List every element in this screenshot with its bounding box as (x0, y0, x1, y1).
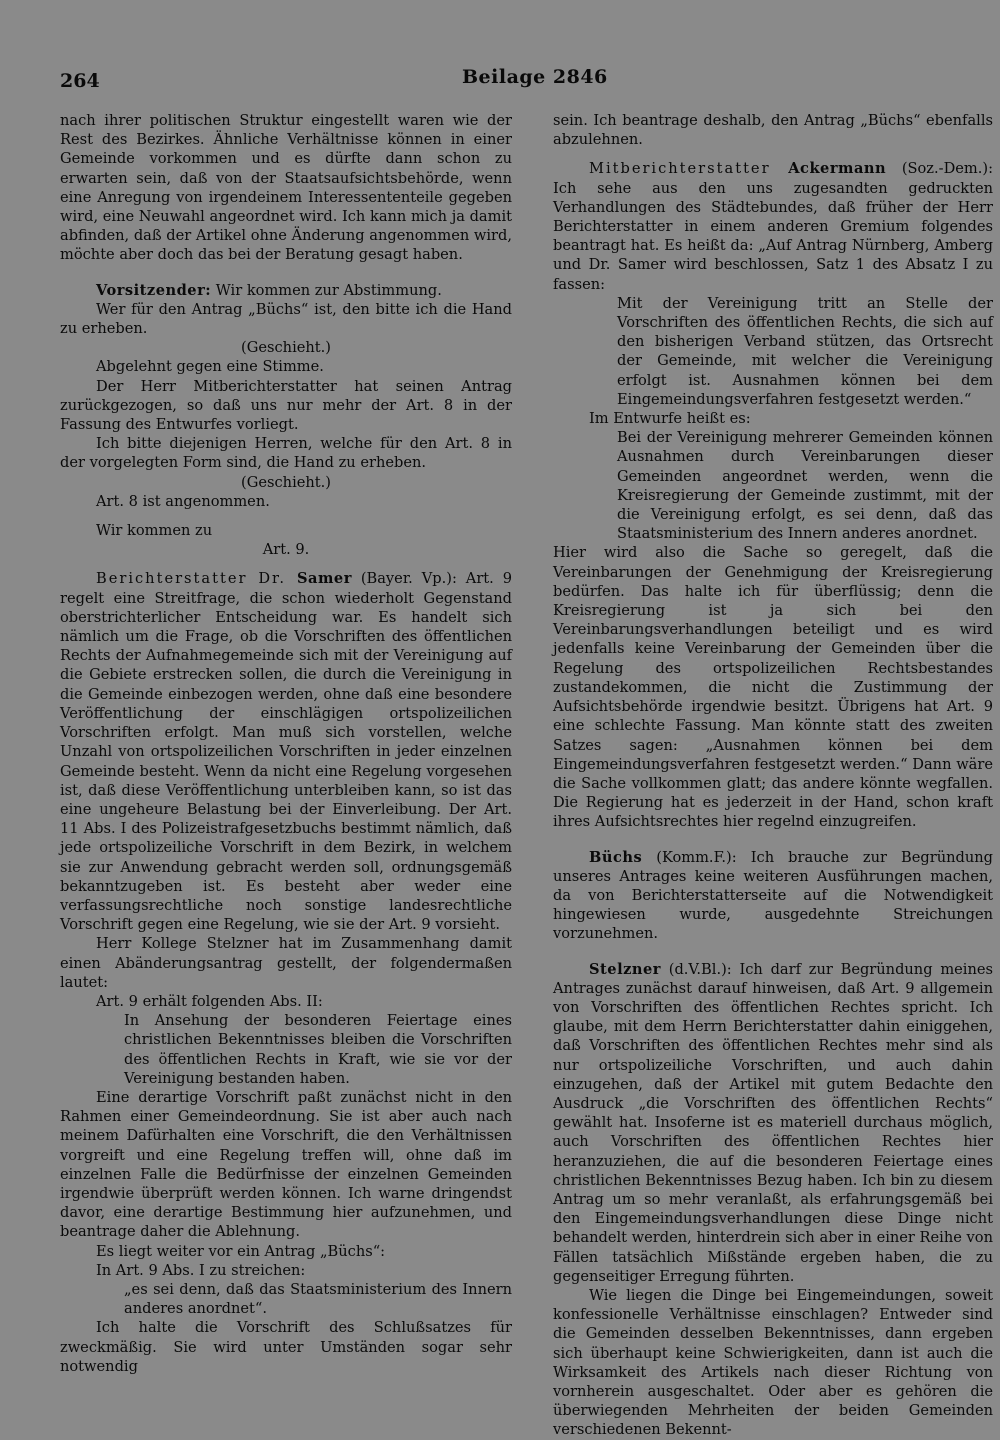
paragraph: In Art. 9 Abs. I zu streichen: (96, 1261, 306, 1279)
speaker-name: Stelzner (589, 960, 661, 978)
speaker-name: Samer (296, 570, 352, 588)
paragraph: nach ihrer politischen Struktur eingestellt waren wie der Rest des Bezirkes. Ähnliche Verhältnisse können in einer Gemeinde vorkommen und es dürfte dann schon zu erwarten sein, daß von der Staatsaufsichtsbehörde, wenn eine Anregung von irgendeinem Interessententeile gegeben wird, eine Neuwahl angeordnet wird. Ich kann mich ja damit abfinden, daß der Artikel ohne Änderung angenommen wird, möchte aber doch das bei der Beratung gesagt haben. (60, 112, 512, 264)
stage-note: (Geschieht.) (241, 339, 331, 357)
paragraph: Im Entwurfe heißt es: (589, 410, 751, 428)
paragraph: Herr Kollege Stelzner hat im Zusammenhang damit einen Abänderungsantrag gestellt, der folgendermaßen lautet: (60, 935, 512, 991)
paragraph: Art. 9 erhält folgenden Abs. II: (96, 992, 323, 1010)
paragraph: Mitberichterstatter Ackermann (Soz.-Dem.): Ich sehe aus den uns zugesandten gedruckten Verhandlungen des Städtebundes, daß früher der Herr Berichterstatter in einem anderen Gremium folgendes beantragt hat. Es heißt da: „Auf Antrag Nürnberg, Amberg und Dr. Samer wird beschlossen, Satz 1 des Absatz I zu fassen: (553, 160, 993, 293)
paragraph: Eine derartige Vorschrift paßt zunächst nicht in den Rahmen einer Gemeindeordnung. Sie ist aber auch nach meinem Dafürhalten eine Vorschrift, die den Verhältnissen vorgreift und eine Regelung treffen will, ohne daß im einzelnen Falle die Bedürfnisse der einzelnen Gemeinden irgendwie überprüft werden können. Ich warne dringendst davor, eine derartige Bestimmung hier aufzunehmen, und beantrage daher die Ablehnung. (60, 1088, 512, 1241)
paragraph: Der Herr Mitberichterstatter hat seinen Antrag zurückgezogen, so daß uns nur mehr der Art. 8 in der Fassung des Entwurfes vorliegt. (60, 377, 512, 434)
left-column (60, 111, 512, 1376)
paragraph: Wer für den Antrag „Büchs“ ist, den bitte ich die Hand zu erheben. (60, 300, 512, 338)
speaker-name: Büchs (589, 848, 643, 866)
paragraph: Ich bitte diejenigen Herren, welche für den Art. 8 in der vorgelegten Form sind, die Hand zu erheben. (60, 435, 512, 472)
paragraph: Stelzner (d.V.Bl.): Ich darf zur Begründung meines Antrages zunächst darauf hinweisen, daß Art. 9 allgemein von Vorschriften des öffentlichen Rechtes spricht. Ich glaube, mit dem Herrn Berichterstatter dahin einiggehen, daß Vorschriften des öffentlichen Rechtes mehr sind als nur ortspolizeiliche Vorschriften, und auch dahin einzugehen, daß der Artikel mit gutem Bedachte den Ausdruck „die Vorschriften des öffentlichen Rechts“ gewählt hat. Insoferne ist es materiell durchaus möglich, auch Vorschriften des öffentlichen Rechtes hier heranzuziehen, die auf die besonderen Feiertage eines christlichen Bekenntnisses Bezug haben. Ich bin zu diesem Antrag um so mehr veranlaßt, als erfahrungsgemäß bei den Eingemeindungsverhandlungen diese Dinge nicht behandelt werden, hinterdrein sich aber in einer Reihe von Fällen tatsächlich Mißstände ergeben haben, die zu gegenseitiger Erregung führten. (553, 960, 993, 1285)
page-title: Beilage 2846 (462, 66, 608, 88)
speaker-name: Vorsitzender: (96, 281, 212, 299)
quote-block: In Ansehung der besonderen Feiertage eines christlichen Bekenntnisses bleiben die Vorschriften des öffentlichen Rechts in Kraft, wie sie vor der Vereinigung bestanden haben. (124, 1012, 512, 1087)
speaker-name: Ackermann (788, 160, 887, 178)
paragraph: Hier wird also die Sache so geregelt, daß die Vereinbarungen der Genehmigung der Kreisregierung bedürfen. Das halte ich für überflüssig; denn die Kreisregierung ist ja sich bei den Vereinbarungsverhandlungen beteiligt und es wird jedenfalls keine Vereinbarung der Gemeinden über die Regelung des ortspolizeilichen Rechtsbestandes zustandekommen, die nicht die Zustimmung der Aufsichtsbehörde irgendwie besitzt. Übrigens hat Art. 9 eine schlechte Fassung. Man könnte statt des zweiten Satzes sagen: „Ausnahmen können bei dem Eingemeindungsverfahren festgesetzt werden.“ Dann wäre die Sache vollkommen glatt; das andere könnte wegfallen. Die Regierung hat es jederzeit in der Hand, schon kraft ihres Aufsichtsrechtes hier regelnd einzugreifen. (553, 544, 993, 831)
paragraph: sein. Ich beantrage deshalb, den Antrag „Büchs“ ebenfalls abzulehnen. (553, 112, 993, 149)
quote-block: Bei der Vereinigung mehrerer Gemeinden können Ausnahmen durch Vereinbarungen dieser Gemeinden angeordnet werden, wenn die Kreisregierung der Gemeinde zustimmt, mit der die Vereinigung erfolgt, es sei denn, daß das Staatsministerium des Innern anderes anordnet. (617, 429, 993, 543)
quote-block: „es sei denn, daß das Staatsministerium des Innern anderes anordnet“. (124, 1280, 512, 1318)
paragraph: Es liegt weiter vor ein Antrag „Büchs“: (96, 1242, 386, 1260)
stage-note: (Geschieht.) (241, 473, 331, 491)
speaker-role: Berichterstatter Dr. (96, 570, 297, 588)
paragraph: Wir kommen zu (96, 522, 213, 540)
paragraph: Büchs (Komm.F.): Ich brauche zur Begründung unseres Antrages keine weiteren Ausführungen machen, da von Berichterstatterseite auf die Notwendigkeit hingewiesen wurde, ausgedehnte Streichungen vorzunehmen. (553, 848, 994, 943)
paragraph: Wie liegen die Dinge bei Eingemeindungen, soweit konfessionelle Verhältnisse einschlagen? Entweder sind die Gemeinden desselben Bekenntnisses, dann ergeben sich überhaupt keine Schwierigkeiten, dann ist auch die Wirksamkeit des Artikels nach dieser Richtung von vornherein ausgeschaltet. Oder aber es gehören die überwiegenden Mehrheiten der beiden Gemeinden verschiedenen Bekennt- (553, 1286, 993, 1439)
page-number: 264 (60, 70, 100, 92)
speaker-role: Mitberichterstatter (589, 160, 789, 178)
paragraph: Art. 8 ist angenommen. (96, 492, 270, 510)
paragraph: Abgelehnt gegen eine Stimme. (96, 358, 324, 376)
paragraph: Ich halte die Vorschrift des Schlußsatzes für zweckmäßig. Sie wird unter Umständen sogar sehr notwendig (60, 1319, 512, 1375)
article-heading: Art. 9. (262, 541, 310, 559)
right-column (553, 111, 993, 1440)
paragraph: Berichterstatter Dr. Samer (Bayer. Vp.): Art. 9 regelt eine Streitfrage, die schon wiederholt Gegenstand oberstrichterlicher Entscheidung war. Es handelt sich nämlich um die Frage, ob die Vorschriften des öffentlichen Rechts der Aufnahmegemeinde sich mit der Vereinigung auf die Gebiete erstrecken sollen, die durch die Vereinigung in die Gemeinde einbezogen werden, ohne daß eine besondere Veröffentlichung der einschlägigen ortspolizeilichen Vorschriften erfolgt. Man muß sich vorstellen, welche Unzahl von ortspolizeilichen Vorschriften in jeder einzelnen Gemeinde besteht. Wenn da nicht eine Regelung vorgesehen ist, daß diese Veröffentlichung unterbleiben kann, so ist das eine ungeheure Belastung bei der Einverleibung. Der Art. 11 Abs. I des Polizeistrafgesetzbuchs bestimmt nämlich, daß jede ortspolizeiliche Vorschrift in dem Bezirk, in welchem sie zur Anwendung gebracht werden soll, ordnungsgemäß bekanntzugeben ist. Es besteht aber weder eine verfassungsrechtliche noch sonstige landesrechtliche Vorschrift gegen eine Regelung, wie sie der Art. 9 vorsieht. (60, 570, 512, 934)
paragraph: Vorsitzender: Wir kommen zur Abstimmung. (96, 281, 442, 299)
quote-block: Mit der Vereinigung tritt an Stelle der Vorschriften des öffentlichen Rechts, die sich auf den bisherigen Verband stützen, das Ortsrecht der Gemeinde, mit welcher die Vereinigung erfolgt ist. Ausnahmen können bei dem Eingemeindungsverfahren festgesetzt werden.“ (617, 294, 993, 408)
